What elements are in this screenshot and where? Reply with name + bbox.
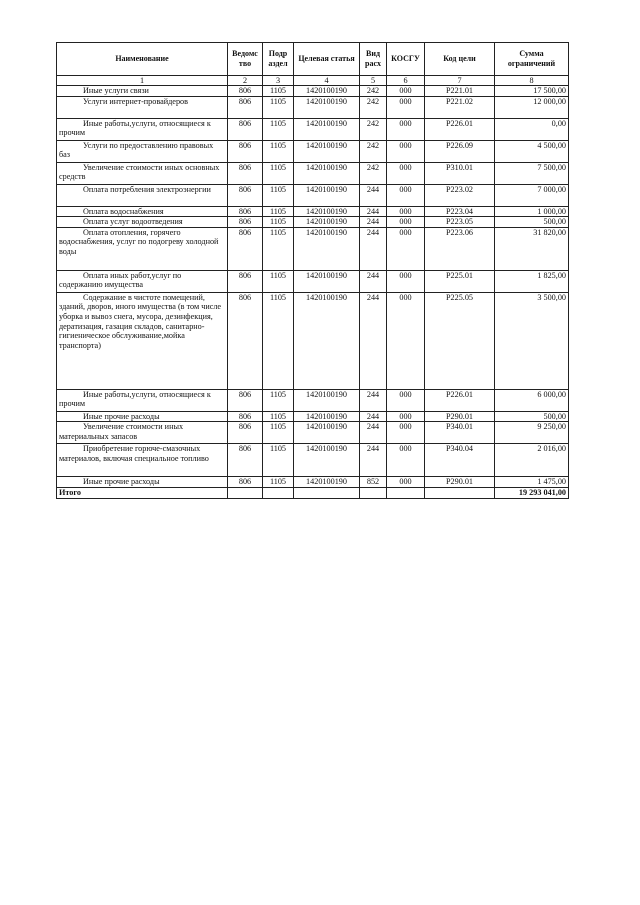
row-name: Иные работы,услуги, относящиеся к прочим — [57, 389, 228, 411]
row-goal: P221.02 — [425, 96, 495, 118]
row-goal: P223.06 — [425, 227, 495, 270]
header-goal: Код цели — [425, 43, 495, 76]
row-name: Иные прочие расходы — [57, 477, 228, 488]
row-exptype: 244 — [360, 389, 387, 411]
row-section: 1105 — [263, 444, 294, 477]
row-kosgu: 000 — [387, 292, 425, 389]
row-sum: 1 000,00 — [495, 206, 569, 217]
row-sum: 12 000,00 — [495, 96, 569, 118]
row-kosgu: 000 — [387, 217, 425, 228]
col-number: 6 — [387, 76, 425, 86]
row-exptype: 242 — [360, 162, 387, 184]
table-row — [57, 140, 569, 162]
row-name: Иные услуги связи — [57, 86, 228, 97]
table-row — [57, 477, 569, 488]
row-goal: P226.01 — [425, 118, 495, 140]
row-name: Увеличение стоимости иных основных средств — [57, 162, 228, 184]
row-exptype: 244 — [360, 444, 387, 477]
row-sum: 1 475,00 — [495, 477, 569, 488]
table-row — [57, 411, 569, 422]
row-dept: 806 — [228, 227, 263, 270]
row-exptype: 244 — [360, 184, 387, 206]
row-sum: 17 500,00 — [495, 86, 569, 97]
row-target: 1420100190 — [294, 444, 360, 477]
row-target: 1420100190 — [294, 184, 360, 206]
row-section: 1105 — [263, 184, 294, 206]
row-dept: 806 — [228, 292, 263, 389]
row-exptype: 244 — [360, 411, 387, 422]
row-dept: 806 — [228, 422, 263, 444]
col-number: 7 — [425, 76, 495, 86]
row-kosgu: 000 — [387, 227, 425, 270]
row-goal: P223.05 — [425, 217, 495, 228]
row-section: 1105 — [263, 292, 294, 389]
col-number: 2 — [228, 76, 263, 86]
row-exptype: 242 — [360, 96, 387, 118]
col-number: 5 — [360, 76, 387, 86]
row-section: 1105 — [263, 389, 294, 411]
row-dept: 806 — [228, 444, 263, 477]
col-number: 1 — [57, 76, 228, 86]
row-section: 1105 — [263, 411, 294, 422]
header-name: Наименование — [57, 43, 228, 76]
row-exptype: 244 — [360, 270, 387, 292]
row-sum: 500,00 — [495, 217, 569, 228]
header-row — [57, 43, 569, 76]
row-dept: 806 — [228, 206, 263, 217]
row-section: 1105 — [263, 422, 294, 444]
row-dept: 806 — [228, 411, 263, 422]
row-kosgu: 000 — [387, 477, 425, 488]
row-exptype: 852 — [360, 477, 387, 488]
row-target: 1420100190 — [294, 411, 360, 422]
table-row — [57, 162, 569, 184]
row-sum: 6 000,00 — [495, 389, 569, 411]
row-name: Содержание в чистоте помещений, зданий, дворов, иного имущества (в том числе уборка и вывоз снега, мусора, дезинфекция, дератизация, газация складов, санитарно-гигиеническое обслуживание,мойка транспорта) — [57, 292, 228, 389]
row-dept: 806 — [228, 270, 263, 292]
row-section: 1105 — [263, 96, 294, 118]
header-kosgu: КОСГУ — [387, 43, 425, 76]
row-exptype: 244 — [360, 422, 387, 444]
table-row — [57, 118, 569, 140]
row-target: 1420100190 — [294, 292, 360, 389]
row-sum: 7 500,00 — [495, 162, 569, 184]
row-kosgu: 000 — [387, 270, 425, 292]
row-dept: 806 — [228, 184, 263, 206]
total-label: Итого — [57, 487, 228, 498]
col-number: 4 — [294, 76, 360, 86]
row-dept: 806 — [228, 162, 263, 184]
table-row — [57, 206, 569, 217]
row-kosgu: 000 — [387, 140, 425, 162]
row-name: Иные работы,услуги, относящиеся к прочим — [57, 118, 228, 140]
row-target: 1420100190 — [294, 477, 360, 488]
row-name: Увеличение стоимости иных материальных запасов — [57, 422, 228, 444]
row-kosgu: 000 — [387, 422, 425, 444]
header-dept: Ведомс тво — [228, 43, 263, 76]
column-number-row — [57, 76, 569, 86]
row-exptype: 242 — [360, 118, 387, 140]
total-sum: 19 293 041,00 — [495, 487, 569, 498]
row-goal: P223.04 — [425, 206, 495, 217]
row-goal: P340.01 — [425, 422, 495, 444]
header-sum: Сумма ограничений — [495, 43, 569, 76]
row-goal: P310.01 — [425, 162, 495, 184]
row-kosgu: 000 — [387, 389, 425, 411]
row-sum: 4 500,00 — [495, 140, 569, 162]
row-goal: P221.01 — [425, 86, 495, 97]
row-kosgu: 000 — [387, 444, 425, 477]
table-row — [57, 184, 569, 206]
row-exptype: 242 — [360, 86, 387, 97]
row-sum: 31 820,00 — [495, 227, 569, 270]
budget-limits-table — [56, 42, 569, 499]
row-target: 1420100190 — [294, 270, 360, 292]
row-target: 1420100190 — [294, 217, 360, 228]
row-goal: P226.09 — [425, 140, 495, 162]
total-row — [57, 487, 569, 498]
row-section: 1105 — [263, 227, 294, 270]
row-goal: P223.02 — [425, 184, 495, 206]
row-target: 1420100190 — [294, 422, 360, 444]
row-target: 1420100190 — [294, 227, 360, 270]
row-dept: 806 — [228, 96, 263, 118]
row-goal: P290.01 — [425, 477, 495, 488]
row-dept: 806 — [228, 140, 263, 162]
row-exptype: 242 — [360, 140, 387, 162]
row-dept: 806 — [228, 477, 263, 488]
row-kosgu: 000 — [387, 118, 425, 140]
row-dept: 806 — [228, 217, 263, 228]
row-kosgu: 000 — [387, 162, 425, 184]
row-section: 1105 — [263, 217, 294, 228]
header-exptype: Вид расх — [360, 43, 387, 76]
row-name: Иные прочие расходы — [57, 411, 228, 422]
header-target: Целевая статья — [294, 43, 360, 76]
col-number: 8 — [495, 76, 569, 86]
table-row — [57, 292, 569, 389]
table-row — [57, 217, 569, 228]
row-kosgu: 000 — [387, 96, 425, 118]
row-sum: 500,00 — [495, 411, 569, 422]
row-kosgu: 000 — [387, 206, 425, 217]
row-sum: 0,00 — [495, 118, 569, 140]
col-number: 3 — [263, 76, 294, 86]
row-name: Услуги интернет-провайдеров — [57, 96, 228, 118]
row-kosgu: 000 — [387, 86, 425, 97]
row-section: 1105 — [263, 162, 294, 184]
row-section: 1105 — [263, 206, 294, 217]
row-goal: P225.01 — [425, 270, 495, 292]
table-row — [57, 422, 569, 444]
row-dept: 806 — [228, 86, 263, 97]
row-target: 1420100190 — [294, 162, 360, 184]
row-name: Оплата услуг водоотведения — [57, 217, 228, 228]
row-name: Оплата водоснабжения — [57, 206, 228, 217]
row-goal: P226.01 — [425, 389, 495, 411]
row-name: Приобретение горюче-смазочных материалов, включая специальное топливо — [57, 444, 228, 477]
row-kosgu: 000 — [387, 411, 425, 422]
row-name: Услуги по предоставлению правовых баз — [57, 140, 228, 162]
row-target: 1420100190 — [294, 96, 360, 118]
row-goal: P290.01 — [425, 411, 495, 422]
table-body — [57, 86, 569, 488]
row-dept: 806 — [228, 118, 263, 140]
row-target: 1420100190 — [294, 118, 360, 140]
table-row — [57, 444, 569, 477]
row-exptype: 244 — [360, 227, 387, 270]
row-kosgu: 000 — [387, 184, 425, 206]
row-target: 1420100190 — [294, 86, 360, 97]
row-sum: 3 500,00 — [495, 292, 569, 389]
row-name: Оплата потребления электроэнергии — [57, 184, 228, 206]
row-section: 1105 — [263, 477, 294, 488]
table-row — [57, 227, 569, 270]
row-sum: 2 016,00 — [495, 444, 569, 477]
row-dept: 806 — [228, 389, 263, 411]
row-sum: 9 250,00 — [495, 422, 569, 444]
row-goal: P225.05 — [425, 292, 495, 389]
row-sum: 7 000,00 — [495, 184, 569, 206]
row-section: 1105 — [263, 270, 294, 292]
row-target: 1420100190 — [294, 206, 360, 217]
row-section: 1105 — [263, 140, 294, 162]
table-row — [57, 86, 569, 97]
row-exptype: 244 — [360, 206, 387, 217]
table-row — [57, 389, 569, 411]
row-name: Оплата иных работ,услуг по содержанию имущества — [57, 270, 228, 292]
row-name: Оплата отопления, горячего водоснабжения, услуг по подогреву холодной воды — [57, 227, 228, 270]
row-exptype: 244 — [360, 217, 387, 228]
row-section: 1105 — [263, 118, 294, 140]
row-sum: 1 825,00 — [495, 270, 569, 292]
row-target: 1420100190 — [294, 140, 360, 162]
row-target: 1420100190 — [294, 389, 360, 411]
row-goal: P340.04 — [425, 444, 495, 477]
table-row — [57, 270, 569, 292]
header-section: Подр аздел — [263, 43, 294, 76]
row-section: 1105 — [263, 86, 294, 97]
row-exptype: 244 — [360, 292, 387, 389]
table-row — [57, 96, 569, 118]
